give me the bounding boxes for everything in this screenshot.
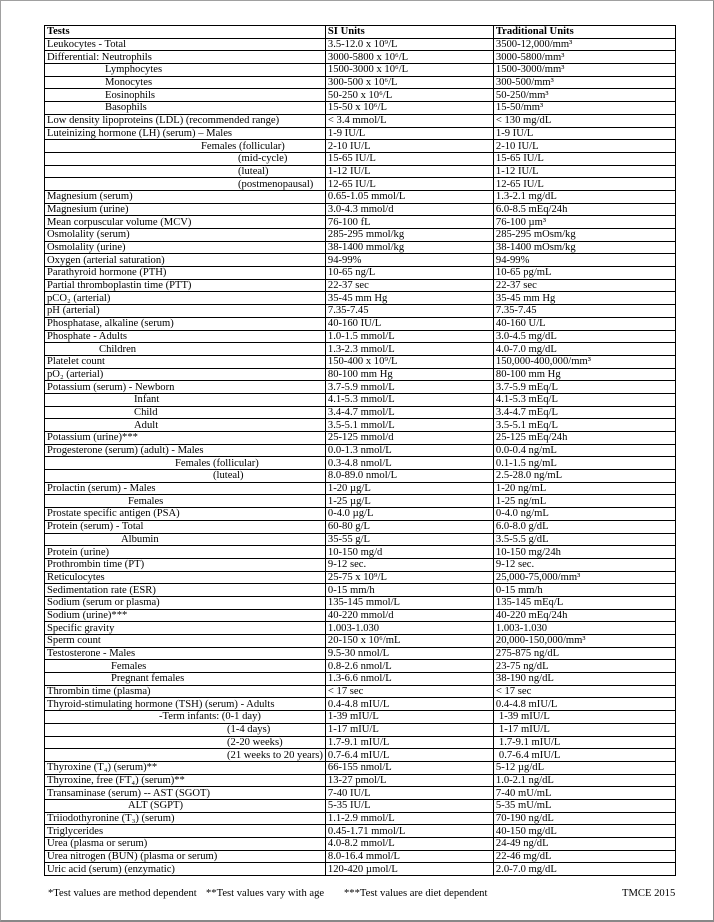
table-row (45, 584, 676, 597)
traditional-value: 40-160 U/L (493, 317, 675, 330)
traditional-value: 35-45 mm Hg (493, 292, 675, 305)
test-name: (1-4 days) (45, 723, 326, 736)
traditional-value: 22-37 sec (493, 279, 675, 292)
table-row (45, 749, 676, 762)
table-row (45, 292, 676, 305)
table-row (45, 216, 676, 229)
table-row (45, 406, 676, 419)
footnote-method: *Test values are method dependent (48, 888, 197, 899)
traditional-value: 3.5-5.1 mEq/L (493, 419, 675, 432)
traditional-value: 0-15 mm/h (493, 584, 675, 597)
si-value: 1.0-1.5 mmol/L (325, 330, 493, 343)
traditional-value: 1-20 ng/mL (493, 482, 675, 495)
traditional-value: 4.0-7.0 mg/dL (493, 343, 675, 356)
si-value: 8.0-89.0 nmol/L (325, 470, 493, 483)
si-value: 35-45 mm Hg (325, 292, 493, 305)
table-row (45, 660, 676, 673)
table-row (45, 723, 676, 736)
table-row (45, 761, 676, 774)
test-name: pH (arterial) (45, 305, 326, 318)
traditional-value: 5-12 µg/dL (493, 761, 675, 774)
test-name: Testosterone - Males (45, 647, 326, 660)
si-value: 15-50 x 10⁶/L (325, 102, 493, 115)
test-name: Magnesium (serum) (45, 190, 326, 203)
si-value: 3.4-4.7 mmol/L (325, 406, 493, 419)
traditional-value: 38-190 ng/dL (493, 673, 675, 686)
si-value: 1.1-2.9 mmol/L (325, 812, 493, 825)
si-value: 0.65-1.05 mmol/L (325, 190, 493, 203)
table-row (45, 165, 676, 178)
table-row (45, 229, 676, 242)
test-name: Thyroxine (T₄) (serum)** (45, 761, 326, 774)
table-row (45, 127, 676, 140)
table-row (45, 635, 676, 648)
table-row (45, 812, 676, 825)
si-value: 5-35 IU/L (325, 799, 493, 812)
si-value: 50-250 x 10⁶/L (325, 89, 493, 102)
table-row (45, 508, 676, 521)
table-row (45, 102, 676, 115)
si-value: 3.5-5.1 mmol/L (325, 419, 493, 432)
traditional-value: 150,000-400,000/mm³ (493, 355, 675, 368)
table-row (45, 254, 676, 267)
table-row (45, 203, 676, 216)
table-row (45, 64, 676, 77)
table-row (45, 558, 676, 571)
si-value: 0.7-6.4 mIU/L (325, 749, 493, 762)
table-row (45, 444, 676, 457)
si-value: 15-65 IU/L (325, 152, 493, 165)
test-name: (2-20 weeks) (45, 736, 326, 749)
test-name: Phosphatase, alkaline (serum) (45, 317, 326, 330)
traditional-value: 10-150 mg/24h (493, 546, 675, 559)
table-row (45, 825, 676, 838)
si-value: < 3.4 mmol/L (325, 114, 493, 127)
si-value: 1.7-9.1 mIU/L (325, 736, 493, 749)
test-name: (luteal) (45, 470, 326, 483)
test-name: Transaminase (serum) -- AST (SGOT) (45, 787, 326, 800)
traditional-value: 23-75 ng/dL (493, 660, 675, 673)
si-value: 1.3-2.3 mmol/L (325, 343, 493, 356)
traditional-value: 15-65 IU/L (493, 152, 675, 165)
si-value: 1-39 mIU/L (325, 711, 493, 724)
traditional-value: 2.0-7.0 mg/dL (493, 863, 675, 876)
table-row (45, 330, 676, 343)
test-name: Eosinophils (45, 89, 326, 102)
test-name: Prolactin (serum) - Males (45, 482, 326, 495)
si-value: 1.3-6.6 nmol/L (325, 673, 493, 686)
table-row (45, 673, 676, 686)
si-value: 3.0-4.3 mmol/d (325, 203, 493, 216)
traditional-value: 20,000-150,000/mm³ (493, 635, 675, 648)
si-value: 9.5-30 nmol/L (325, 647, 493, 660)
traditional-value: 0.0-0.4 ng/mL (493, 444, 675, 457)
table-row (45, 482, 676, 495)
si-value: 3.7-5.9 mmol/L (325, 381, 493, 394)
traditional-value: 9-12 sec. (493, 558, 675, 571)
si-value: 0.45-1.71 mmol/L (325, 825, 493, 838)
si-value: 94-99% (325, 254, 493, 267)
si-value: 3.5-12.0 x 10⁹/L (325, 38, 493, 51)
traditional-value: 38-1400 mOsm/kg (493, 241, 675, 254)
table-row (45, 267, 676, 280)
table-row (45, 533, 676, 546)
si-value: 60-80 g/L (325, 520, 493, 533)
si-value: 8.0-16.4 mmol/L (325, 850, 493, 863)
si-value: 25-125 mmol/d (325, 432, 493, 445)
test-name: pCO₂ (arterial) (45, 292, 326, 305)
test-name: Platelet count (45, 355, 326, 368)
test-name: Potassium (serum) - Newborn (45, 381, 326, 394)
si-value: 76-100 fL (325, 216, 493, 229)
si-value: 10-150 mg/d (325, 546, 493, 559)
table-row (45, 698, 676, 711)
test-name: Oxygen (arterial saturation) (45, 254, 326, 267)
si-value: 1500-3000 x 10⁶/L (325, 64, 493, 77)
test-name: Thyroxine, free (FT₄) (serum)** (45, 774, 326, 787)
traditional-value: 10-65 pg/mL (493, 267, 675, 280)
header-traditional-units: Traditional Units (493, 26, 675, 39)
test-name: Leukocytes - Total (45, 38, 326, 51)
table-row (45, 76, 676, 89)
si-value: 0.4-4.8 mIU/L (325, 698, 493, 711)
si-value: 150-400 x 10⁹/L (325, 355, 493, 368)
traditional-value: 5-35 mU/mL (493, 799, 675, 812)
si-value: 22-37 sec (325, 279, 493, 292)
table-row (45, 647, 676, 660)
test-name: Triglycerides (45, 825, 326, 838)
traditional-value: 3.5-5.5 g/dL (493, 533, 675, 546)
si-value: 1-9 IU/L (325, 127, 493, 140)
test-name: pO₂ (arterial) (45, 368, 326, 381)
test-name: Adult (45, 419, 326, 432)
traditional-value: 1.003-1.030 (493, 622, 675, 635)
test-name: Urea (plasma or serum) (45, 838, 326, 851)
si-value: 35-55 g/L (325, 533, 493, 546)
test-name: Sedimentation rate (ESR) (45, 584, 326, 597)
table-row (45, 432, 676, 445)
table-header-row (45, 26, 676, 39)
test-name: Uric acid (serum) (enzymatic) (45, 863, 326, 876)
test-name: Triiodothyronine (T₃) (serum) (45, 812, 326, 825)
si-value: 0.3-4.8 nmol/L (325, 457, 493, 470)
traditional-value: 15-50/mm³ (493, 102, 675, 115)
si-value: 7.35-7.45 (325, 305, 493, 318)
si-value: 4.1-5.3 mmol/L (325, 393, 493, 406)
test-name: (21 weeks to 20 years) (45, 749, 326, 762)
traditional-value: 3.4-4.7 mEq/L (493, 406, 675, 419)
traditional-value: 1-9 IU/L (493, 127, 675, 140)
traditional-value: 4.1-5.3 mEq/L (493, 393, 675, 406)
si-value: 285-295 mmol/kg (325, 229, 493, 242)
footnote-age: **Test values vary with age (206, 888, 325, 899)
table-row (45, 799, 676, 812)
test-name: Children (45, 343, 326, 356)
si-value: 66-155 nmol/L (325, 761, 493, 774)
test-name: Osmolality (urine) (45, 241, 326, 254)
traditional-value: 3.7-5.9 mEq/L (493, 381, 675, 394)
test-name: Specific gravity (45, 622, 326, 635)
test-name: Prothrombin time (PT) (45, 558, 326, 571)
test-name: Differential: Neutrophils (45, 51, 326, 64)
traditional-value: 300-500/mm³ (493, 76, 675, 89)
si-value: 80-100 mm Hg (325, 368, 493, 381)
traditional-value: 1-12 IU/L (493, 165, 675, 178)
traditional-value: 25,000-75,000/mm³ (493, 571, 675, 584)
si-value: 2-10 IU/L (325, 140, 493, 153)
table-row (45, 305, 676, 318)
traditional-value: 0.7-6.4 mIU/L (493, 749, 675, 762)
traditional-value: 1-25 ng/mL (493, 495, 675, 508)
traditional-value: 135-145 mEq/L (493, 596, 675, 609)
si-value: 1-12 IU/L (325, 165, 493, 178)
table-row (45, 774, 676, 787)
test-name: Females (45, 495, 326, 508)
test-name: Potassium (urine)*** (45, 432, 326, 445)
table-row (45, 736, 676, 749)
table-row (45, 838, 676, 851)
traditional-value: 40-220 mEq/24h (493, 609, 675, 622)
test-name: Child (45, 406, 326, 419)
traditional-value: 24-49 ng/dL (493, 838, 675, 851)
traditional-value: 6.0-8.0 g/dL (493, 520, 675, 533)
si-value: 20-150 x 10⁶/mL (325, 635, 493, 648)
table-row (45, 38, 676, 51)
test-name: (luteal) (45, 165, 326, 178)
table-row (45, 850, 676, 863)
traditional-value: 94-99% (493, 254, 675, 267)
table-row (45, 140, 676, 153)
test-name: Phosphate - Adults (45, 330, 326, 343)
traditional-value: 1.7-9.1 mIU/L (493, 736, 675, 749)
test-name: Protein (urine) (45, 546, 326, 559)
traditional-value: 1500-3000/mm³ (493, 64, 675, 77)
table-row (45, 609, 676, 622)
test-name: Sperm count (45, 635, 326, 648)
test-name: Sodium (serum or plasma) (45, 596, 326, 609)
table-row (45, 51, 676, 64)
test-name: -Term infants: (0-1 day) (45, 711, 326, 724)
si-value: 10-65 ng/L (325, 267, 493, 280)
traditional-value: 40-150 mg/dL (493, 825, 675, 838)
table-row (45, 178, 676, 191)
table-row (45, 571, 676, 584)
traditional-value: < 130 mg/dL (493, 114, 675, 127)
test-name: (mid-cycle) (45, 152, 326, 165)
table-row (45, 457, 676, 470)
test-name: Reticulocytes (45, 571, 326, 584)
table-row (45, 419, 676, 432)
traditional-value: 275-875 ng/dL (493, 647, 675, 660)
traditional-value: 1.3-2.1 mg/dL (493, 190, 675, 203)
table-row (45, 622, 676, 635)
table-row (45, 546, 676, 559)
header-si-units: SI Units (325, 26, 493, 39)
test-name: Females (follicular) (45, 457, 326, 470)
si-value: 40-160 IU/L (325, 317, 493, 330)
traditional-value: 0.1-1.5 ng/mL (493, 457, 675, 470)
traditional-value: 70-190 ng/dL (493, 812, 675, 825)
si-value: 40-220 mmol/d (325, 609, 493, 622)
test-name: Partial thromboplastin time (PTT) (45, 279, 326, 292)
table-row (45, 241, 676, 254)
si-value: 3000-5800 x 10⁶/L (325, 51, 493, 64)
traditional-value: 2.5-28.0 ng/mL (493, 470, 675, 483)
si-value: 13-27 pmol/L (325, 774, 493, 787)
si-value: 0-15 mm/h (325, 584, 493, 597)
traditional-value: 1.0-2.1 ng/dL (493, 774, 675, 787)
test-name: Thrombin time (plasma) (45, 685, 326, 698)
si-value: 12-65 IU/L (325, 178, 493, 191)
test-name: Mean corpuscular volume (MCV) (45, 216, 326, 229)
table-row (45, 711, 676, 724)
test-name: Females (follicular) (45, 140, 326, 153)
traditional-value: 1-39 mIU/L (493, 711, 675, 724)
table-row (45, 685, 676, 698)
table-row (45, 520, 676, 533)
test-name: Sodium (urine)*** (45, 609, 326, 622)
si-value: 0.0-1.3 nmol/L (325, 444, 493, 457)
traditional-value: 6.0-8.5 mEq/24h (493, 203, 675, 216)
test-name: Lymphocytes (45, 64, 326, 77)
table-row (45, 381, 676, 394)
si-value: 38-1400 mmol/kg (325, 241, 493, 254)
si-value: 1-17 mIU/L (325, 723, 493, 736)
header-tests: Tests (45, 26, 326, 39)
table-row (45, 317, 676, 330)
test-name: Prostate specific antigen (PSA) (45, 508, 326, 521)
traditional-value: 7.35-7.45 (493, 305, 675, 318)
si-value: < 17 sec (325, 685, 493, 698)
table-row (45, 596, 676, 609)
test-name: Monocytes (45, 76, 326, 89)
si-value: 7-40 IU/L (325, 787, 493, 800)
si-value: 0.8-2.6 nmol/L (325, 660, 493, 673)
test-name: Thyroid-stimulating hormone (TSH) (serum) - Adults (45, 698, 326, 711)
traditional-value: 7-40 mU/mL (493, 787, 675, 800)
table-row (45, 343, 676, 356)
test-name: Luteinizing hormone (LH) (serum) – Males (45, 127, 326, 140)
traditional-value: 80-100 mm Hg (493, 368, 675, 381)
table-row (45, 89, 676, 102)
test-name: Magnesium (urine) (45, 203, 326, 216)
test-name: Females (45, 660, 326, 673)
si-value: 25-75 x 10⁹/L (325, 571, 493, 584)
table-row (45, 470, 676, 483)
si-value: 1.003-1.030 (325, 622, 493, 635)
si-value: 4.0-8.2 mmol/L (325, 838, 493, 851)
traditional-value: 25-125 mEq/24h (493, 432, 675, 445)
si-value: 0-4.0 µg/L (325, 508, 493, 521)
traditional-value: 0-4.0 ng/mL (493, 508, 675, 521)
table-row (45, 393, 676, 406)
source-label: TMCE 2015 (622, 888, 676, 899)
traditional-value: 3500-12,000/mm³ (493, 38, 675, 51)
test-name: Urea nitrogen (BUN) (plasma or serum) (45, 850, 326, 863)
test-name: Low density lipoproteins (LDL) (recommended range) (45, 114, 326, 127)
si-value: 135-145 mmol/L (325, 596, 493, 609)
test-name: Protein (serum) - Total (45, 520, 326, 533)
traditional-value: 2-10 IU/L (493, 140, 675, 153)
lab-values-table (44, 25, 676, 876)
table-row (45, 355, 676, 368)
table-row (45, 368, 676, 381)
traditional-value: 50-250/mm³ (493, 89, 675, 102)
table-row (45, 787, 676, 800)
table-row (45, 279, 676, 292)
test-name: Parathyroid hormone (PTH) (45, 267, 326, 280)
test-name: Albumin (45, 533, 326, 546)
test-name: Osmolality (serum) (45, 229, 326, 242)
traditional-value: 3000-5800/mm³ (493, 51, 675, 64)
traditional-value: < 17 sec (493, 685, 675, 698)
test-name: (postmenopausal) (45, 178, 326, 191)
si-value: 1-20 µg/L (325, 482, 493, 495)
table-row (45, 152, 676, 165)
traditional-value: 12-65 IU/L (493, 178, 675, 191)
traditional-value: 285-295 mOsm/kg (493, 229, 675, 242)
traditional-value: 1-17 mIU/L (493, 723, 675, 736)
si-value: 300-500 x 10⁶/L (325, 76, 493, 89)
footnote-diet: ***Test values are diet dependent (344, 888, 488, 899)
traditional-value: 3.0-4.5 mg/dL (493, 330, 675, 343)
traditional-value: 76-100 µm³ (493, 216, 675, 229)
test-name: Basophils (45, 102, 326, 115)
test-name: Infant (45, 393, 326, 406)
traditional-value: 0.4-4.8 mIU/L (493, 698, 675, 711)
traditional-value: 22-46 mg/dL (493, 850, 675, 863)
si-value: 9-12 sec. (325, 558, 493, 571)
table-row (45, 863, 676, 876)
table-row (45, 190, 676, 203)
si-value: 1-25 µg/L (325, 495, 493, 508)
test-name: Progesterone (serum) (adult) - Males (45, 444, 326, 457)
table-row (45, 495, 676, 508)
table-row (45, 114, 676, 127)
test-name: ALT (SGPT) (45, 799, 326, 812)
test-name: Pregnant females (45, 673, 326, 686)
si-value: 120-420 µmol/L (325, 863, 493, 876)
